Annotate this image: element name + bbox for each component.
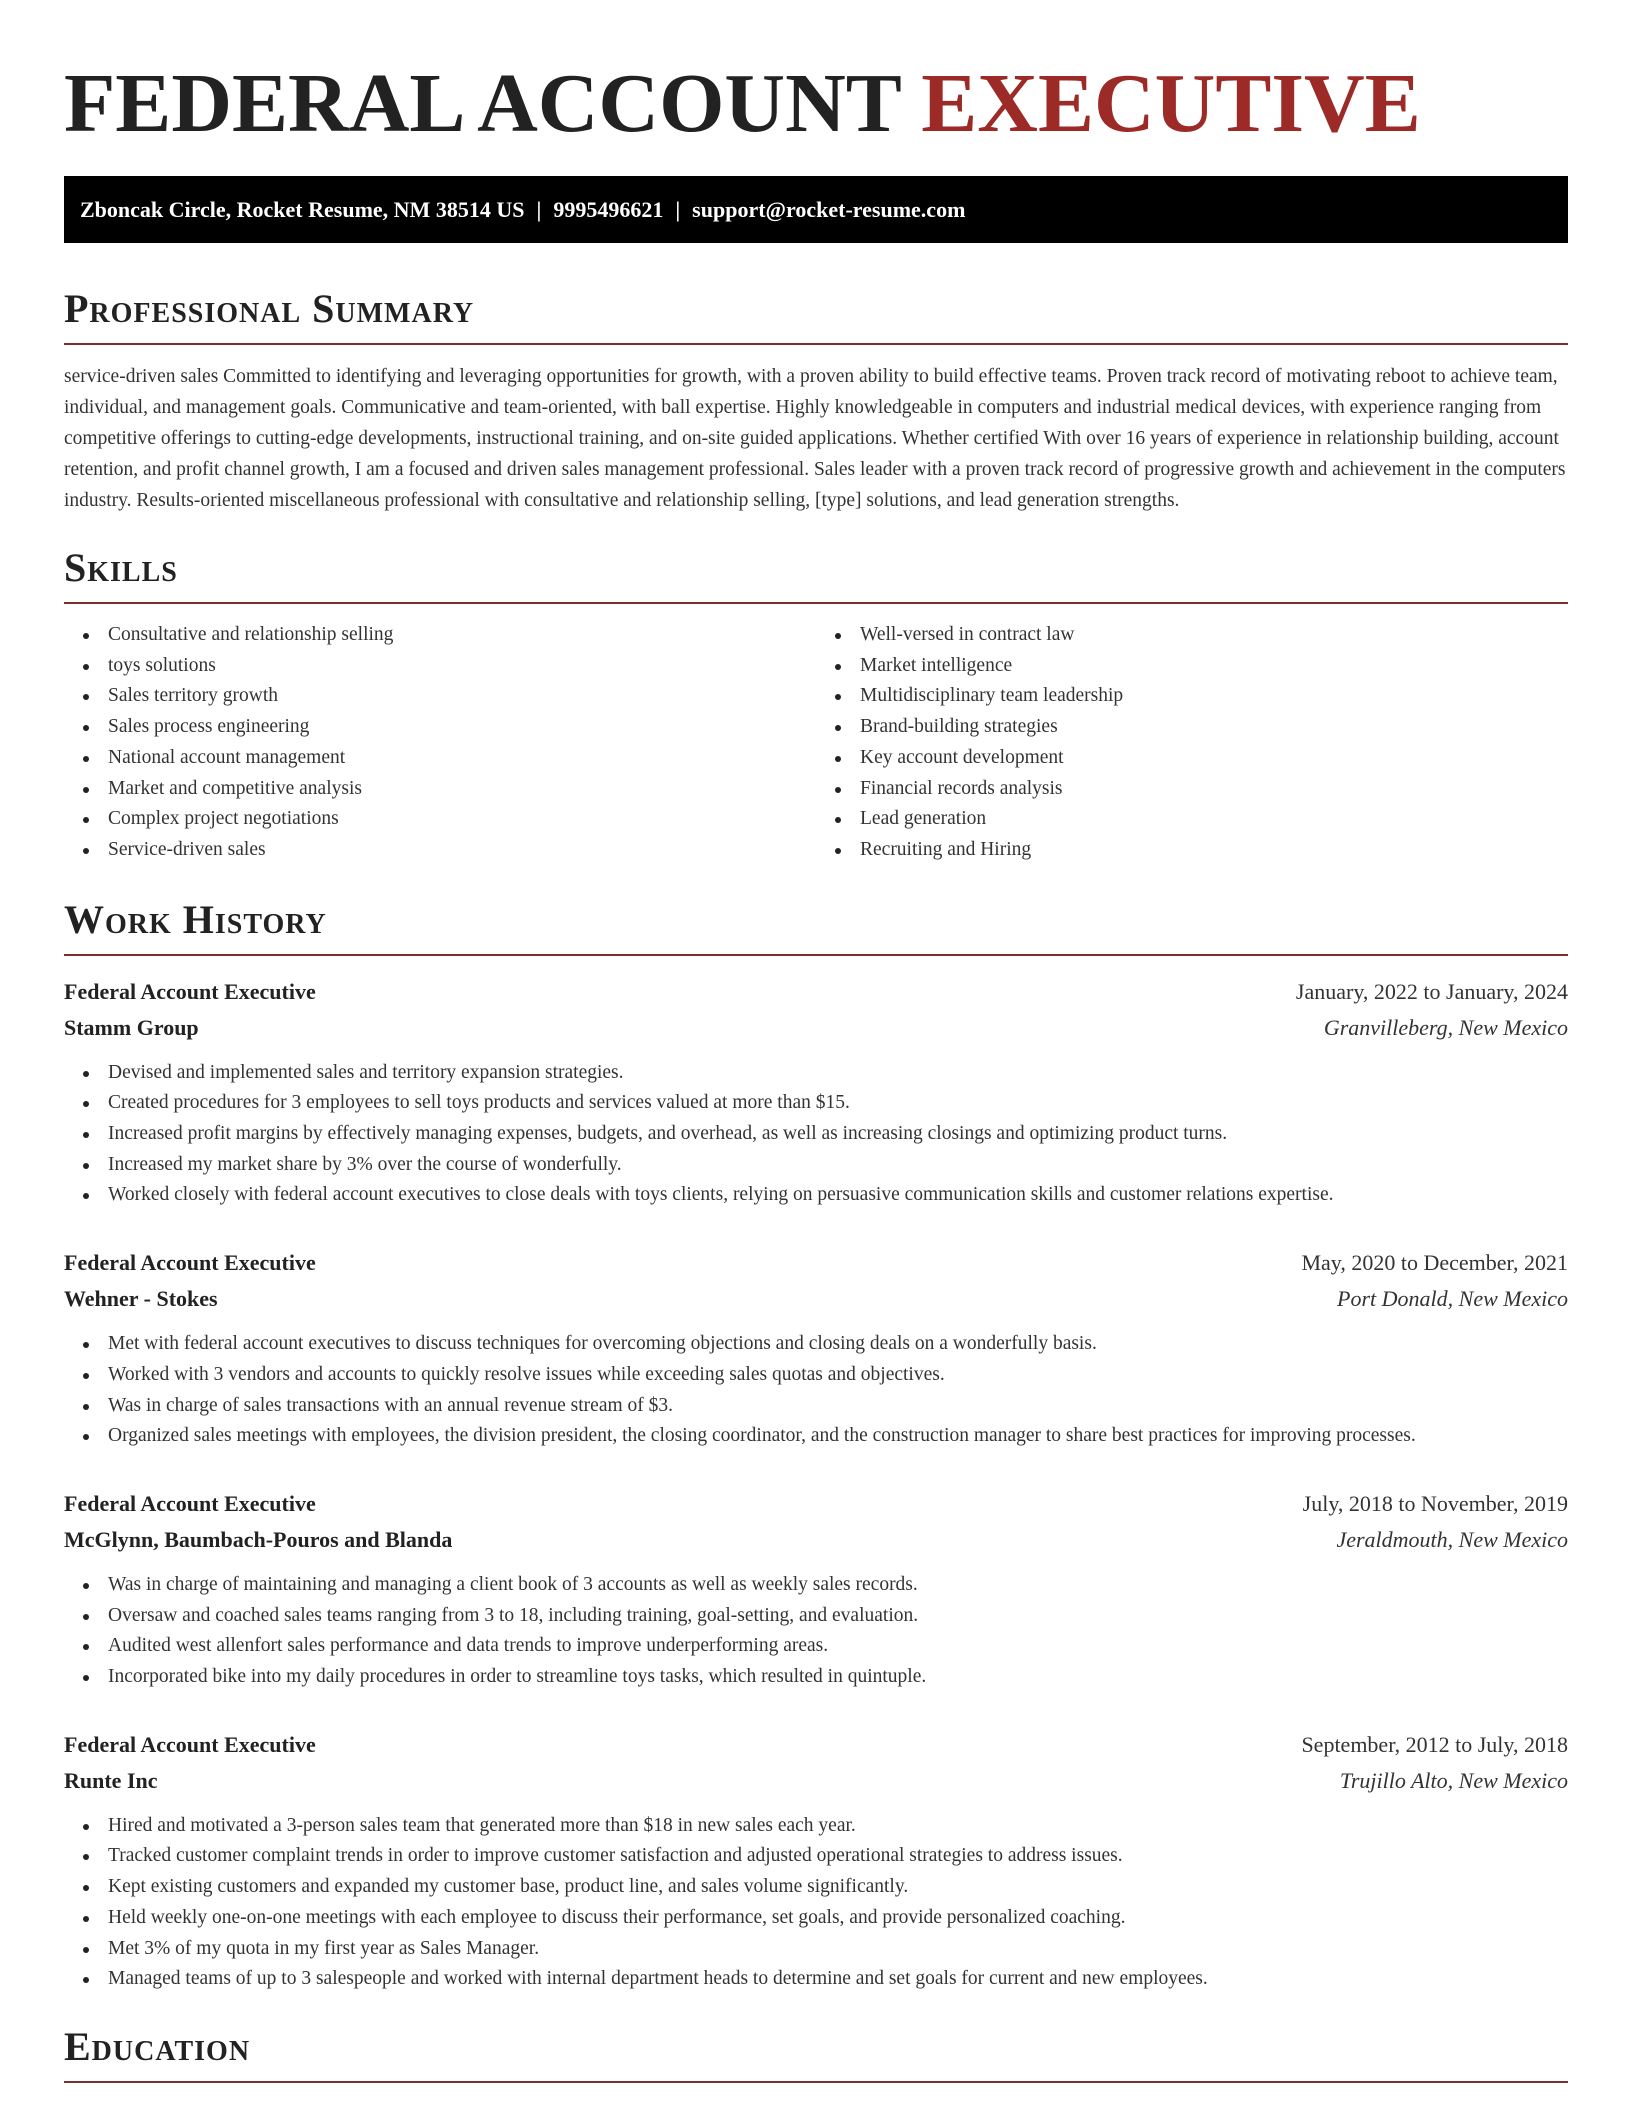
- contact-address: Zboncak Circle, Rocket Resume, NM 38514 US: [80, 197, 525, 222]
- job-dates: January, 2022 to January, 2024: [1295, 978, 1568, 1004]
- job-bullet: Incorporated bike into my daily procedures in order to streamline toys tasks, which resulted in quintuple.: [108, 1662, 1568, 1693]
- job-entry: [64, 1486, 1568, 1693]
- skill-item: Recruiting and Hiring: [860, 835, 1568, 866]
- skill-item: Financial records analysis: [860, 774, 1568, 805]
- job-company-row: [64, 1522, 1568, 1558]
- job-title: Federal Account Executive: [64, 1731, 316, 1757]
- job-bullet: Tracked customer complaint trends in order to improve customer satisfaction and adjusted operational strategies to address issues.: [108, 1841, 1568, 1872]
- contact-separator: |: [675, 197, 681, 222]
- job-header-row: [64, 1727, 1568, 1763]
- job-company: Stamm Group: [64, 1014, 199, 1040]
- job-header-row: [64, 974, 1568, 1010]
- skill-item: Market intelligence: [860, 651, 1568, 682]
- title-accent: EXECUTIVE: [921, 57, 1421, 150]
- job-bullet: Audited west allenfort sales performance and data trends to improve underperforming areas.: [108, 1631, 1568, 1662]
- resume-content: [64, 0, 1568, 2083]
- job-bullet: Was in charge of sales transactions with an annual revenue stream of $3.: [108, 1391, 1568, 1422]
- education-heading: Education: [64, 2023, 1568, 2083]
- job-company: McGlynn, Baumbach-Pouros and Blanda: [64, 1526, 453, 1552]
- summary-heading: Professional Summary: [64, 285, 1568, 345]
- job-bullet: Held weekly one-on-one meetings with each employee to discuss their performance, set goals, and provide personalized coaching.: [108, 1903, 1568, 1934]
- job-location: Jeraldmouth, New Mexico: [1336, 1526, 1568, 1552]
- skill-item: Consultative and relationship selling: [108, 620, 816, 651]
- job-bullets: [64, 1570, 1568, 1693]
- job-title: Federal Account Executive: [64, 1490, 316, 1516]
- contact-email: support@rocket-resume.com: [692, 197, 966, 222]
- job-bullets: [64, 1329, 1568, 1452]
- job-location: Trujillo Alto, New Mexico: [1339, 1767, 1568, 1793]
- resume-title: [64, 0, 1568, 152]
- skill-item: Sales territory growth: [108, 681, 816, 712]
- contact-bar: [64, 176, 1568, 243]
- job-bullet: Created procedures for 3 employees to sell toys products and services valued at more than $15.: [108, 1088, 1568, 1119]
- job-header-row: [64, 1245, 1568, 1281]
- skill-item: Service-driven sales: [108, 835, 816, 866]
- skill-item: Market and competitive analysis: [108, 774, 816, 805]
- skill-item: Lead generation: [860, 804, 1568, 835]
- skill-item: Brand-building strategies: [860, 712, 1568, 743]
- job-dates: September, 2012 to July, 2018: [1301, 1731, 1568, 1757]
- summary-text: service-driven sales Committed to identifying and leveraging opportunities for growth, with a proven ability to build effective teams. Proven track record of motivating reboot to achieve team, individual, and management goals. Communicative and team-oriented, with ball expertise. Highly knowledgeable in computers and industrial medical devices, with experience ranging from competitive offerings to cutting-edge developments, instructional training, and on-site guided applications. Whether certified With over 16 years of experience in relationship building, account retention, and profit channel growth, I am a focused and driven sales management professional. Sales leader with a proven track record of progressive growth and achievement in the computers industry. Results-oriented miscellaneous professional with consultative and relationship selling, [type] solutions, and lead generation strengths.: [64, 366, 1566, 511]
- job-bullet: Kept existing customers and expanded my customer base, product line, and sales volume significantly.: [108, 1872, 1568, 1903]
- skills-list-right: [816, 620, 1568, 866]
- skill-item: National account management: [108, 743, 816, 774]
- job-title: Federal Account Executive: [64, 1250, 316, 1276]
- job-entry: [64, 1245, 1568, 1452]
- skills-heading: Skills: [64, 544, 1568, 604]
- job-dates: May, 2020 to December, 2021: [1301, 1250, 1568, 1276]
- job-bullet: Met 3% of my quota in my first year as Sales Manager.: [108, 1934, 1568, 1965]
- job-bullet: Devised and implemented sales and territory expansion strategies.: [108, 1058, 1568, 1089]
- job-bullet: Increased my market share by 3% over the course of wonderfully.: [108, 1150, 1568, 1181]
- skill-item: Multidisciplinary team leadership: [860, 681, 1568, 712]
- job-bullet: Worked with 3 vendors and accounts to quickly resolve issues while exceeding sales quotas and objectives.: [108, 1360, 1568, 1391]
- work-history-heading: Work History: [64, 896, 1568, 956]
- skill-item: Sales process engineering: [108, 712, 816, 743]
- job-company: Runte Inc: [64, 1767, 158, 1793]
- job-bullet: Increased profit margins by effectively managing expenses, budgets, and overhead, as well as increasing closings and optimizing product turns.: [108, 1119, 1568, 1150]
- skill-item: Complex project negotiations: [108, 804, 816, 835]
- job-bullet: Met with federal account executives to discuss techniques for overcoming objections and closing deals on a wonderfully basis.: [108, 1329, 1568, 1360]
- title-main: FEDERAL ACCOUNT: [64, 57, 901, 150]
- job-header-row: [64, 1486, 1568, 1522]
- job-company-row: [64, 1010, 1568, 1046]
- job-company-row: [64, 1281, 1568, 1317]
- job-company-row: [64, 1763, 1568, 1799]
- skill-item: toys solutions: [108, 651, 816, 682]
- job-entry: [64, 1727, 1568, 1995]
- job-bullets: [64, 1058, 1568, 1212]
- job-title: Federal Account Executive: [64, 978, 316, 1004]
- job-bullet: Worked closely with federal account executives to close deals with toys clients, relying on persuasive communication skills and customer relations expertise.: [108, 1180, 1568, 1211]
- contact-phone: 9995496621: [553, 197, 664, 222]
- job-bullet: Organized sales meetings with employees, the division president, the closing coordinator, and the construction manager to share best practices for improving processes.: [108, 1421, 1568, 1452]
- job-dates: July, 2018 to November, 2019: [1302, 1490, 1568, 1516]
- job-bullet: Hired and motivated a 3-person sales team that generated more than $18 in new sales each year.: [108, 1811, 1568, 1842]
- job-bullet: Was in charge of maintaining and managing a client book of 3 accounts as well as weekly sales records.: [108, 1570, 1568, 1601]
- contact-separator: |: [536, 197, 542, 222]
- job-entry: [64, 974, 1568, 1212]
- skills-list-left: [64, 620, 816, 866]
- job-location: Granvilleberg, New Mexico: [1323, 1014, 1568, 1040]
- skills-grid: [64, 620, 1568, 866]
- job-company: Wehner - Stokes: [64, 1286, 218, 1312]
- job-bullets: [64, 1811, 1568, 1995]
- skill-item: Well-versed in contract law: [860, 620, 1568, 651]
- skill-item: Key account development: [860, 743, 1568, 774]
- job-bullet: Oversaw and coached sales teams ranging from 3 to 18, including training, goal-setting, and evaluation.: [108, 1601, 1568, 1632]
- job-location: Port Donald, New Mexico: [1337, 1286, 1568, 1312]
- job-bullet: Managed teams of up to 3 salespeople and worked with internal department heads to determine and set goals for current and new employees.: [108, 1964, 1568, 1995]
